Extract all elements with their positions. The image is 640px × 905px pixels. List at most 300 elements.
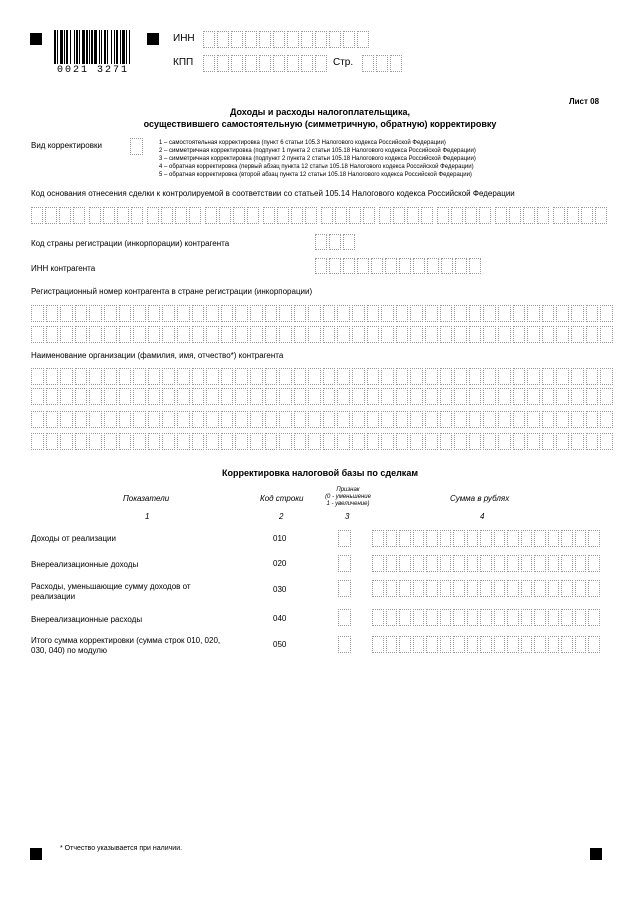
- input-cell[interactable]: [588, 636, 600, 653]
- input-cell[interactable]: [437, 207, 449, 224]
- input-cell[interactable]: [426, 609, 438, 626]
- input-cell[interactable]: [305, 207, 317, 224]
- input-cell[interactable]: [133, 368, 146, 385]
- input-cell[interactable]: [221, 368, 234, 385]
- input-cell[interactable]: [206, 388, 219, 405]
- input-cell[interactable]: [498, 326, 511, 343]
- input-cell[interactable]: [104, 388, 117, 405]
- input-cell[interactable]: [507, 580, 519, 597]
- input-cell[interactable]: [386, 636, 398, 653]
- input-cell[interactable]: [162, 305, 175, 322]
- input-cell[interactable]: [162, 411, 175, 428]
- org-name-cells-row1[interactable]: [31, 368, 615, 385]
- input-cell[interactable]: [498, 411, 511, 428]
- input-cell[interactable]: [315, 234, 327, 250]
- input-cell[interactable]: [147, 207, 159, 224]
- input-cell[interactable]: [469, 368, 482, 385]
- input-cell[interactable]: [480, 636, 492, 653]
- input-cell[interactable]: [175, 207, 187, 224]
- input-cell[interactable]: [75, 368, 88, 385]
- input-cell[interactable]: [321, 207, 333, 224]
- input-cell[interactable]: [372, 580, 384, 597]
- input-cell[interactable]: [250, 411, 263, 428]
- basis-code-group[interactable]: [495, 207, 551, 224]
- input-cell[interactable]: [453, 580, 465, 597]
- input-cell[interactable]: [259, 31, 271, 48]
- input-cell[interactable]: [396, 433, 409, 450]
- input-cell[interactable]: [586, 433, 599, 450]
- input-cell[interactable]: [537, 207, 549, 224]
- input-cell[interactable]: [372, 555, 384, 572]
- input-cell[interactable]: [259, 55, 271, 72]
- row-amount-cells[interactable]: [372, 609, 602, 626]
- input-cell[interactable]: [231, 55, 243, 72]
- input-cell[interactable]: [542, 388, 555, 405]
- input-cell[interactable]: [553, 207, 565, 224]
- input-cell[interactable]: [131, 207, 143, 224]
- input-cell[interactable]: [31, 326, 44, 343]
- input-cell[interactable]: [425, 305, 438, 322]
- input-cell[interactable]: [148, 368, 161, 385]
- input-cell[interactable]: [440, 636, 452, 653]
- counterparty-inn-cells[interactable]: [315, 258, 483, 274]
- input-cell[interactable]: [279, 326, 292, 343]
- input-cell[interactable]: [189, 207, 201, 224]
- input-cell[interactable]: [586, 305, 599, 322]
- input-cell[interactable]: [494, 555, 506, 572]
- row-sign-cell[interactable]: [338, 530, 351, 547]
- input-cell[interactable]: [338, 609, 351, 626]
- input-cell[interactable]: [483, 326, 496, 343]
- input-cell[interactable]: [119, 433, 132, 450]
- input-cell[interactable]: [381, 388, 394, 405]
- input-cell[interactable]: [46, 305, 59, 322]
- input-cell[interactable]: [494, 530, 506, 547]
- input-cell[interactable]: [575, 530, 587, 547]
- input-cell[interactable]: [454, 388, 467, 405]
- input-cell[interactable]: [556, 368, 569, 385]
- input-cell[interactable]: [453, 555, 465, 572]
- input-cell[interactable]: [206, 411, 219, 428]
- input-cell[interactable]: [534, 555, 546, 572]
- input-cell[interactable]: [426, 555, 438, 572]
- input-cell[interactable]: [561, 636, 573, 653]
- input-cell[interactable]: [343, 258, 355, 274]
- input-cell[interactable]: [399, 530, 411, 547]
- input-cell[interactable]: [352, 368, 365, 385]
- input-cell[interactable]: [133, 388, 146, 405]
- input-cell[interactable]: [542, 433, 555, 450]
- input-cell[interactable]: [454, 433, 467, 450]
- input-cell[interactable]: [467, 530, 479, 547]
- input-cell[interactable]: [235, 388, 248, 405]
- input-cell[interactable]: [440, 368, 453, 385]
- input-cell[interactable]: [513, 411, 526, 428]
- input-cell[interactable]: [454, 368, 467, 385]
- org-name-cells-row2[interactable]: [31, 388, 615, 405]
- input-cell[interactable]: [386, 555, 398, 572]
- input-cell[interactable]: [338, 555, 351, 572]
- input-cell[interactable]: [89, 207, 101, 224]
- input-cell[interactable]: [119, 305, 132, 322]
- input-cell[interactable]: [454, 305, 467, 322]
- input-cell[interactable]: [352, 305, 365, 322]
- input-cell[interactable]: [410, 305, 423, 322]
- row-amount-cells[interactable]: [372, 580, 602, 597]
- input-cell[interactable]: [148, 411, 161, 428]
- input-cell[interactable]: [60, 368, 73, 385]
- input-cell[interactable]: [294, 326, 307, 343]
- input-cell[interactable]: [217, 55, 229, 72]
- input-cell[interactable]: [495, 207, 507, 224]
- input-cell[interactable]: [381, 411, 394, 428]
- input-cell[interactable]: [410, 411, 423, 428]
- input-cell[interactable]: [205, 207, 217, 224]
- input-cell[interactable]: [337, 368, 350, 385]
- input-cell[interactable]: [498, 388, 511, 405]
- input-cell[interactable]: [454, 411, 467, 428]
- input-cell[interactable]: [483, 305, 496, 322]
- input-cell[interactable]: [386, 580, 398, 597]
- input-cell[interactable]: [467, 555, 479, 572]
- row-sign-cell[interactable]: [338, 580, 351, 597]
- input-cell[interactable]: [203, 31, 215, 48]
- input-cell[interactable]: [440, 555, 452, 572]
- input-cell[interactable]: [548, 580, 560, 597]
- input-cell[interactable]: [75, 326, 88, 343]
- input-cell[interactable]: [480, 609, 492, 626]
- input-cell[interactable]: [440, 388, 453, 405]
- input-cell[interactable]: [245, 31, 257, 48]
- input-cell[interactable]: [556, 433, 569, 450]
- input-cell[interactable]: [498, 433, 511, 450]
- input-cell[interactable]: [103, 207, 115, 224]
- input-cell[interactable]: [206, 305, 219, 322]
- input-cell[interactable]: [104, 368, 117, 385]
- input-cell[interactable]: [561, 530, 573, 547]
- input-cell[interactable]: [396, 411, 409, 428]
- input-cell[interactable]: [399, 555, 411, 572]
- input-cell[interactable]: [575, 636, 587, 653]
- input-cell[interactable]: [396, 326, 409, 343]
- input-cell[interactable]: [46, 411, 59, 428]
- input-cell[interactable]: [399, 609, 411, 626]
- input-cell[interactable]: [263, 207, 275, 224]
- input-cell[interactable]: [265, 433, 278, 450]
- input-cell[interactable]: [337, 433, 350, 450]
- input-cell[interactable]: [221, 305, 234, 322]
- input-cell[interactable]: [381, 326, 394, 343]
- input-cell[interactable]: [343, 234, 355, 250]
- input-cell[interactable]: [441, 258, 453, 274]
- input-cell[interactable]: [410, 326, 423, 343]
- input-cell[interactable]: [177, 368, 190, 385]
- input-cell[interactable]: [399, 580, 411, 597]
- input-cell[interactable]: [534, 609, 546, 626]
- input-cell[interactable]: [323, 433, 336, 450]
- row-sign-cell[interactable]: [338, 555, 351, 572]
- input-cell[interactable]: [119, 411, 132, 428]
- input-cell[interactable]: [527, 326, 540, 343]
- input-cell[interactable]: [367, 326, 380, 343]
- input-cell[interactable]: [527, 388, 540, 405]
- input-cell[interactable]: [279, 411, 292, 428]
- input-cell[interactable]: [192, 388, 205, 405]
- input-cell[interactable]: [337, 326, 350, 343]
- input-cell[interactable]: [235, 368, 248, 385]
- input-cell[interactable]: [507, 555, 519, 572]
- input-cell[interactable]: [294, 411, 307, 428]
- input-cell[interactable]: [521, 580, 533, 597]
- input-cell[interactable]: [385, 258, 397, 274]
- input-cell[interactable]: [343, 31, 355, 48]
- input-cell[interactable]: [133, 305, 146, 322]
- input-cell[interactable]: [192, 368, 205, 385]
- input-cell[interactable]: [372, 609, 384, 626]
- input-cell[interactable]: [483, 411, 496, 428]
- input-cell[interactable]: [315, 258, 327, 274]
- input-cell[interactable]: [575, 555, 587, 572]
- input-cell[interactable]: [45, 207, 57, 224]
- input-cell[interactable]: [548, 636, 560, 653]
- input-cell[interactable]: [426, 580, 438, 597]
- input-cell[interactable]: [507, 609, 519, 626]
- input-cell[interactable]: [89, 305, 102, 322]
- input-cell[interactable]: [534, 530, 546, 547]
- input-cell[interactable]: [294, 305, 307, 322]
- input-cell[interactable]: [483, 433, 496, 450]
- kpp-cells[interactable]: [203, 55, 329, 72]
- input-cell[interactable]: [542, 305, 555, 322]
- input-cell[interactable]: [329, 31, 341, 48]
- input-cell[interactable]: [104, 411, 117, 428]
- input-cell[interactable]: [542, 368, 555, 385]
- input-cell[interactable]: [60, 326, 73, 343]
- input-cell[interactable]: [440, 580, 452, 597]
- page-number-cells[interactable]: [362, 55, 404, 72]
- basis-code-group[interactable]: [89, 207, 145, 224]
- input-cell[interactable]: [586, 368, 599, 385]
- input-cell[interactable]: [451, 207, 463, 224]
- input-cell[interactable]: [498, 305, 511, 322]
- input-cell[interactable]: [480, 530, 492, 547]
- input-cell[interactable]: [421, 207, 433, 224]
- input-cell[interactable]: [117, 207, 129, 224]
- input-cell[interactable]: [494, 609, 506, 626]
- input-cell[interactable]: [453, 609, 465, 626]
- input-cell[interactable]: [465, 207, 477, 224]
- input-cell[interactable]: [440, 326, 453, 343]
- input-cell[interactable]: [381, 368, 394, 385]
- input-cell[interactable]: [133, 326, 146, 343]
- input-cell[interactable]: [399, 636, 411, 653]
- input-cell[interactable]: [425, 388, 438, 405]
- input-cell[interactable]: [413, 530, 425, 547]
- input-cell[interactable]: [177, 411, 190, 428]
- input-cell[interactable]: [75, 305, 88, 322]
- basis-code-group[interactable]: [205, 207, 261, 224]
- input-cell[interactable]: [453, 530, 465, 547]
- input-cell[interactable]: [130, 138, 143, 155]
- input-cell[interactable]: [287, 55, 299, 72]
- input-cell[interactable]: [349, 207, 361, 224]
- input-cell[interactable]: [413, 580, 425, 597]
- input-cell[interactable]: [534, 636, 546, 653]
- input-cell[interactable]: [410, 368, 423, 385]
- input-cell[interactable]: [521, 609, 533, 626]
- input-cell[interactable]: [337, 305, 350, 322]
- input-cell[interactable]: [265, 388, 278, 405]
- input-cell[interactable]: [410, 388, 423, 405]
- input-cell[interactable]: [75, 433, 88, 450]
- input-cell[interactable]: [273, 31, 285, 48]
- row-sign-cell[interactable]: [338, 636, 351, 653]
- input-cell[interactable]: [469, 258, 481, 274]
- input-cell[interactable]: [206, 433, 219, 450]
- input-cell[interactable]: [513, 368, 526, 385]
- input-cell[interactable]: [513, 433, 526, 450]
- input-cell[interactable]: [329, 234, 341, 250]
- input-cell[interactable]: [221, 388, 234, 405]
- input-cell[interactable]: [390, 55, 402, 72]
- input-cell[interactable]: [467, 636, 479, 653]
- input-cell[interactable]: [467, 580, 479, 597]
- input-cell[interactable]: [221, 433, 234, 450]
- input-cell[interactable]: [235, 326, 248, 343]
- input-cell[interactable]: [177, 388, 190, 405]
- input-cell[interactable]: [575, 609, 587, 626]
- input-cell[interactable]: [148, 388, 161, 405]
- input-cell[interactable]: [148, 305, 161, 322]
- input-cell[interactable]: [600, 326, 613, 343]
- input-cell[interactable]: [357, 258, 369, 274]
- input-cell[interactable]: [119, 368, 132, 385]
- input-cell[interactable]: [367, 433, 380, 450]
- input-cell[interactable]: [469, 433, 482, 450]
- input-cell[interactable]: [277, 207, 289, 224]
- input-cell[interactable]: [469, 326, 482, 343]
- input-cell[interactable]: [426, 530, 438, 547]
- input-cell[interactable]: [217, 31, 229, 48]
- input-cell[interactable]: [235, 433, 248, 450]
- input-cell[interactable]: [367, 305, 380, 322]
- input-cell[interactable]: [372, 530, 384, 547]
- input-cell[interactable]: [413, 555, 425, 572]
- input-cell[interactable]: [104, 305, 117, 322]
- input-cell[interactable]: [133, 411, 146, 428]
- input-cell[interactable]: [507, 530, 519, 547]
- input-cell[interactable]: [413, 258, 425, 274]
- input-cell[interactable]: [335, 207, 347, 224]
- input-cell[interactable]: [250, 326, 263, 343]
- input-cell[interactable]: [177, 305, 190, 322]
- input-cell[interactable]: [556, 388, 569, 405]
- input-cell[interactable]: [265, 411, 278, 428]
- input-cell[interactable]: [367, 368, 380, 385]
- input-cell[interactable]: [192, 326, 205, 343]
- input-cell[interactable]: [571, 433, 584, 450]
- input-cell[interactable]: [279, 368, 292, 385]
- basis-code-group[interactable]: [263, 207, 319, 224]
- input-cell[interactable]: [294, 388, 307, 405]
- input-cell[interactable]: [595, 207, 607, 224]
- input-cell[interactable]: [483, 368, 496, 385]
- input-cell[interactable]: [386, 530, 398, 547]
- basis-code-group[interactable]: [553, 207, 609, 224]
- input-cell[interactable]: [542, 411, 555, 428]
- reg-number-cells-row1[interactable]: [31, 305, 615, 322]
- input-cell[interactable]: [440, 411, 453, 428]
- row-amount-cells[interactable]: [372, 555, 602, 572]
- input-cell[interactable]: [586, 388, 599, 405]
- inn-cells[interactable]: [203, 31, 371, 48]
- input-cell[interactable]: [273, 55, 285, 72]
- reg-number-cells-row2[interactable]: [31, 326, 615, 343]
- input-cell[interactable]: [75, 411, 88, 428]
- input-cell[interactable]: [308, 305, 321, 322]
- input-cell[interactable]: [513, 326, 526, 343]
- input-cell[interactable]: [60, 388, 73, 405]
- input-cell[interactable]: [31, 433, 44, 450]
- input-cell[interactable]: [527, 411, 540, 428]
- input-cell[interactable]: [575, 580, 587, 597]
- input-cell[interactable]: [425, 411, 438, 428]
- input-cell[interactable]: [586, 411, 599, 428]
- input-cell[interactable]: [161, 207, 173, 224]
- input-cell[interactable]: [352, 411, 365, 428]
- input-cell[interactable]: [89, 433, 102, 450]
- input-cell[interactable]: [363, 207, 375, 224]
- input-cell[interactable]: [231, 31, 243, 48]
- input-cell[interactable]: [73, 207, 85, 224]
- input-cell[interactable]: [148, 433, 161, 450]
- basis-code-cells[interactable]: [31, 207, 611, 227]
- input-cell[interactable]: [287, 31, 299, 48]
- input-cell[interactable]: [513, 305, 526, 322]
- input-cell[interactable]: [119, 326, 132, 343]
- input-cell[interactable]: [513, 388, 526, 405]
- input-cell[interactable]: [89, 368, 102, 385]
- input-cell[interactable]: [250, 368, 263, 385]
- input-cell[interactable]: [494, 580, 506, 597]
- input-cell[interactable]: [483, 388, 496, 405]
- input-cell[interactable]: [571, 305, 584, 322]
- input-cell[interactable]: [376, 55, 388, 72]
- input-cell[interactable]: [323, 411, 336, 428]
- input-cell[interactable]: [250, 305, 263, 322]
- input-cell[interactable]: [440, 433, 453, 450]
- input-cell[interactable]: [148, 326, 161, 343]
- input-cell[interactable]: [265, 305, 278, 322]
- input-cell[interactable]: [162, 368, 175, 385]
- input-cell[interactable]: [600, 411, 613, 428]
- input-cell[interactable]: [323, 305, 336, 322]
- input-cell[interactable]: [521, 530, 533, 547]
- input-cell[interactable]: [527, 433, 540, 450]
- input-cell[interactable]: [308, 433, 321, 450]
- input-cell[interactable]: [567, 207, 579, 224]
- input-cell[interactable]: [523, 207, 535, 224]
- input-cell[interactable]: [469, 388, 482, 405]
- input-cell[interactable]: [527, 368, 540, 385]
- input-cell[interactable]: [265, 326, 278, 343]
- input-cell[interactable]: [367, 411, 380, 428]
- input-cell[interactable]: [469, 305, 482, 322]
- input-cell[interactable]: [133, 433, 146, 450]
- input-cell[interactable]: [527, 305, 540, 322]
- input-cell[interactable]: [206, 326, 219, 343]
- input-cell[interactable]: [440, 305, 453, 322]
